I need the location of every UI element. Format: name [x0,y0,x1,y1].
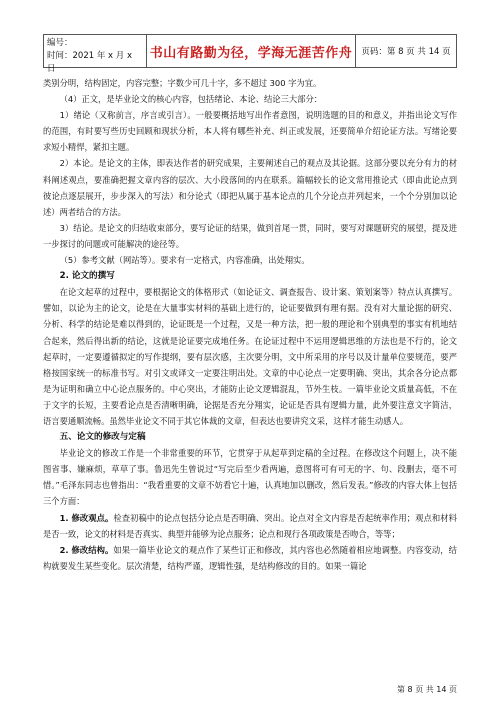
section-heading: 五、论文的修改与定稿 [59,432,146,443]
paragraph [43,542,457,574]
header-page-info: 页码：第 8 页 共 14 页 [361,47,451,57]
paragraph [43,510,457,542]
paragraph: （5）参考文献（网站等）。要求有一定格式，内容准确，出处翔实。 [59,255,310,266]
section-heading: 2. 论文的撰写 [59,271,115,282]
item-text: 检查初稿中的论点包括分论点是否明确、突出。论点对全文内容是否起统率作用；观点和材料是否一致，论文的材料是否真实、典型并能够为论点服务；论点和现行各项政策是否吻合，等等； [43,512,457,539]
paragraph: 2）本论。是论文的主体，即表达作者的研究成果，主要阐述自己的观点及其论据。这部分要以充分有力的材料阐述观点，要准确把握文章内容的层次、大小段落间的内在联系。篇幅较长的论文常用推论式（即由此论点到彼论点逐层展开，步步深入的写法）和分论式（即把从属于基本论点的几个分论点并列起来，一个个分别加以论述）两者结合的方法。 [43,158,457,217]
header-motto: 书山有路勤为径，学海无涯苦作舟 [147,35,356,67]
paragraph: 1）绪论（又称前言，序言或引言）。一般要概括地写出作者意图，说明选题的目的和意义，并指出论文写作的范围，有时要写些历史回顾和现状分析，本人将有哪些补充、纠正或发展，还要简单介绍论证方法。写绪论要求短小精悍，紧扣主题。 [43,110,457,153]
item-text: 如果一篇毕业论文的观点作了某些订正和修改，其内容也必然随着相应地调整。内容变动，结构就要发生某些变化。层次清楚，结构严谨，逻辑性强，是结构修改的目的。如果一篇论 [43,544,457,571]
paragraph: 类别分明，结构固定，内容完整；字数少可几十字，多不超过 300 字为宜。 [43,78,322,88]
paragraph: 毕业论文的修改工作是一个非常重要的环节，它贯穿于从起草到定稿的全过程。在修改这个问题上，决不能图省事、嫌麻烦，草草了事。鲁迅先生曾说过“写完后至少看两遍，意图将可有可无的字、句、段删去，毫不可惜。”毛泽东同志也曾指出：“我看重要的文章不妨看它十遍，认真地加以删改，然后发表。”修改的内容大体上包括三个方面： [43,448,457,507]
header-meta [44,35,147,74]
time-label: 时间：2021 年 x 月 x 日 [47,51,133,74]
paragraph: （4）正文，是毕业论文的核心内容，包括绪论、本论、结论三大部分： [59,94,323,105]
header-table [43,34,457,74]
paragraph: 3）结论。是论文的归结收束部分，要写论证的结果，做到首尾一贯，同时，要写对课题研究的展望，提及进一步探讨的问题或可能解决的途径等。 [43,222,457,249]
number-label: 编号： [47,38,73,48]
paragraph: 在论文起草的过程中，要根据论文的体格形式（如论证文、调查报告、设计案、策划案等）特点认真撰写。譬如，以论为主的论文，论是在大量事实材料的基础上进行的，论证要做到有理有据。没有对大量论据的研究、分析、科学的结论是难以得到的，论证既是一个过程，又是一种方法，把一般的理论和个别典型的事实有机地结合起来，然后得出新的结论，这就是论证要完成地任务。在论证过程中不运用逻辑思维的方法也是不行的，论文起草时，一定要遵循拟定的写作提纲，要有层次感，主次要分明，文中所采用的序号以及计量单位要规范，要严格按国家统一的标准书写。对引文或译文一定要注明出处。文章的中心论点一定要明确、突出，其余各分论点都是为证明和确立中心论点服务的。中心突出，才能防止论文逻辑混乱，节外生枝。一篇毕业论文质量高低，不在于文字的长短，主要看论点是否清晰明确，论据是否充分翔实，论证是否具有逻辑力量，此外要注意文字简洁，语言要通顺流畅。虽然毕业论文不同于其它体裁的文章，但表达也要讲究文采，这样才能生动感人。 [43,287,457,426]
document-body [43,75,457,574]
page-footer: 第 8 页 共 14 页 [397,685,457,694]
item-title: 2. 修改结构。 [59,544,114,555]
item-title: 1. 修改观点。 [59,512,114,523]
